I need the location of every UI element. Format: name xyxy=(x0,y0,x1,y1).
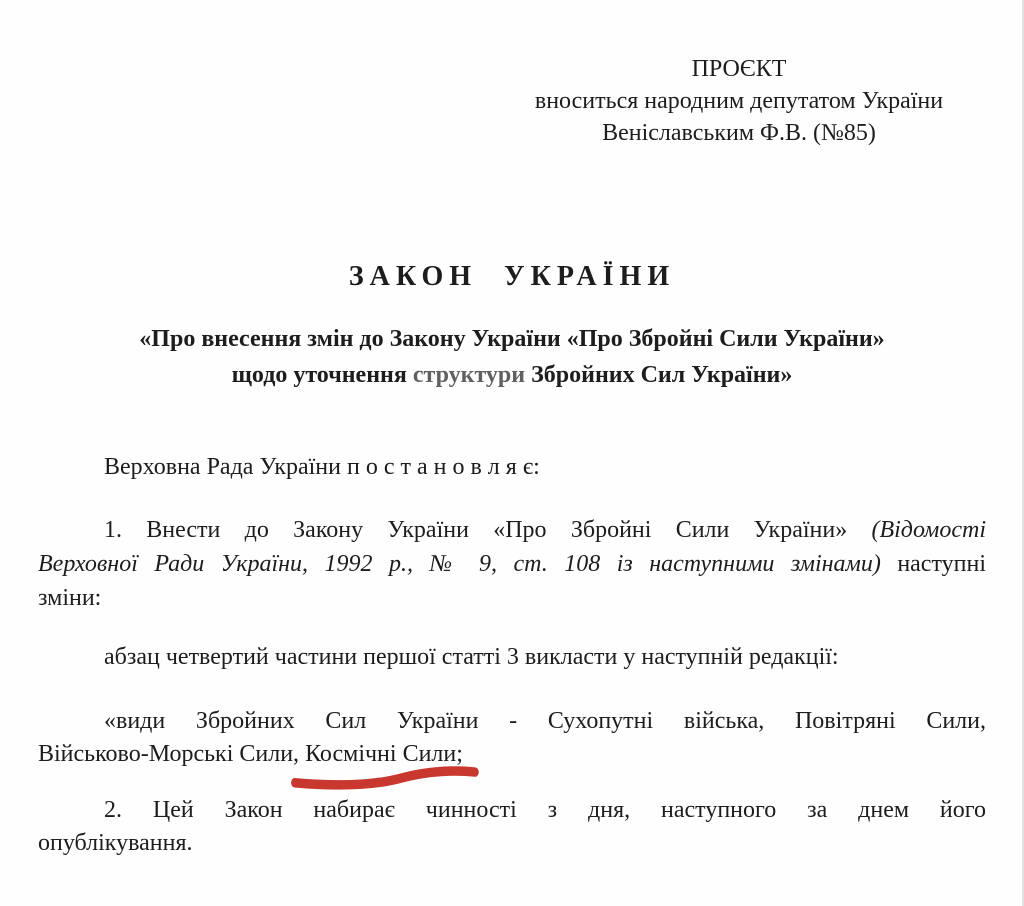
text-segment: «види Збройних Сил України - Сухопутні війська, Повітряні Сили, xyxy=(104,708,986,734)
text-segment: Військово-Морські Сили, xyxy=(38,741,306,767)
text-segment: абзац четвертий частини першої статті 3 викласти у наступній редакції: xyxy=(104,644,839,670)
text-segment: Верховна Рада України п о с т а н о в л я є: xyxy=(104,454,540,480)
text-line xyxy=(37,321,987,357)
text-line xyxy=(38,705,986,738)
law-subtitle xyxy=(37,321,987,393)
text-line xyxy=(38,794,986,827)
red-underline-annotation xyxy=(292,765,478,791)
text-segment: Збройних Сил України» xyxy=(525,362,793,388)
deputy-name-line: Веніславським Ф.В. (№85) xyxy=(602,120,876,146)
draft-label: ПРОЄКТ xyxy=(691,56,787,82)
text-line xyxy=(38,827,986,860)
text-line xyxy=(38,641,986,674)
text-line xyxy=(38,581,986,615)
text-segment: наступні xyxy=(880,551,986,577)
text-line xyxy=(38,547,986,581)
paragraph-resolution-clause xyxy=(38,451,986,484)
paragraph-item-2-entry-into-force xyxy=(38,794,986,860)
submission-header xyxy=(500,53,978,149)
text-segment: 1. Внести до Закону України «Про Збройні Сили України» xyxy=(104,517,872,543)
paragraph-item-1-amendment xyxy=(38,513,986,615)
text-line xyxy=(38,451,986,484)
text-segment: структури xyxy=(412,362,526,388)
paragraph-clause-intro xyxy=(38,641,986,674)
text-segment: Верховної Ради України, 1992 р., № 9, ст. 108 із наступними змінами) xyxy=(38,551,881,577)
text-segment: щодо уточнення xyxy=(231,362,413,388)
text-segment: опублікування. xyxy=(38,830,193,856)
text-segment: (Відомості xyxy=(871,517,986,543)
paragraph-new-wording xyxy=(38,705,986,771)
underlined-text: Космічні Сили; xyxy=(305,741,463,767)
text-line xyxy=(37,357,987,393)
text-line xyxy=(38,513,986,547)
law-title: ЗАКОН УКРАЇНИ xyxy=(348,261,676,292)
text-line xyxy=(38,738,986,771)
text-segment: 2. Цей Закон набирає чинності з дня, наступного за днем його xyxy=(104,797,986,823)
text-segment: «Про внесення змін до Закону України «Про Збройні Сили України» xyxy=(139,326,885,352)
text-segment: зміни: xyxy=(38,585,102,611)
submitted-by-line: вноситься народним депутатом України xyxy=(534,88,944,114)
